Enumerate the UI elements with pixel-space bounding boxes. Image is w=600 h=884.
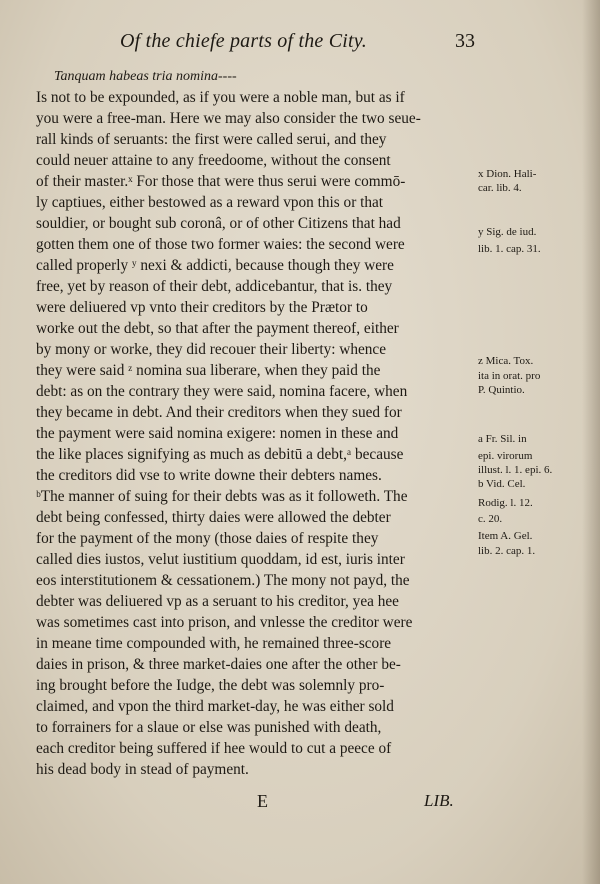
text-line: gotten them one of those two former waies: the second were: [36, 236, 405, 253]
text-line: worke out the debt, so that after the payment thereof, either: [36, 320, 399, 337]
text-line: the creditors did vse to write downe their debters names.: [36, 467, 382, 484]
margin-note: car. lib. 4.: [478, 182, 522, 194]
margin-note: P. Quintio.: [478, 384, 525, 396]
text-line: debt: as on the contrary they were said, nomina facere, when: [36, 383, 408, 400]
text-line: daies in prison, & three market-daies one after the other be-: [36, 656, 401, 673]
text-line: souldier, or bought sub coronâ, or of other Citizens that had: [36, 215, 401, 232]
text-line: you were a free-man. Here we may also consider the two seue-: [36, 110, 421, 127]
page-edge-shadow: [582, 0, 600, 884]
margin-note: a Fr. Sil. in: [478, 433, 527, 445]
text-line: free, yet by reason of their debt, addicebantur, that is. they: [36, 278, 393, 295]
text-line: Is not to be expounded, as if you were a noble man, but as if: [36, 89, 405, 106]
text-line: by mony or worke, they did recouer their liberty: whence: [36, 341, 387, 358]
text-line: debter was deliuered vp as a seruant to his creditor, yea hee: [36, 593, 399, 610]
text-line: was sometimes cast into prison, and vnlesse the creditor were: [36, 614, 413, 631]
text-line: each creditor being suffered if hee would to cut a peece of: [36, 740, 392, 757]
margin-note: z Mica. Tox.: [478, 355, 534, 367]
text-line: ing brought before the Iudge, the debt was solemnly pro-: [36, 677, 385, 694]
text-line: claimed, and vpon the third market-day, he was either sold: [36, 698, 394, 715]
text-line: they were said ᶻ nomina sua liberare, when they paid the: [36, 362, 381, 379]
text-line: eos interstitutionem & cessationem.) The mony not payd, the: [36, 572, 410, 589]
text-line: Tanquam habeas tria nomina----: [54, 69, 237, 84]
margin-note: lib. 1. cap. 31.: [478, 243, 541, 255]
text-line: ᵇThe manner of suing for their debts was as it followeth. The: [36, 488, 408, 505]
text-line: ly captiues, either bestowed as a reward vpon this or that: [36, 194, 384, 211]
text-line: called dies iustos, velut iustitium quoddam, id est, iuris inter: [36, 551, 405, 568]
margin-note: b Vid. Cel.: [478, 478, 526, 490]
text-line: of their master.ˣ For those that were thus serui were commō-: [36, 173, 406, 190]
text-line: debt being confessed, thirty daies were allowed the debter: [36, 509, 391, 526]
text-line: were deliuered vp vnto their creditors by the Prætor to: [36, 299, 368, 316]
body-text: [36, 66, 476, 780]
text-line: to forrainers for a slaue or else was punished with death,: [36, 719, 382, 736]
text-line: rall kinds of seruants: the first were called serui, and they: [36, 131, 387, 148]
margin-note: lib. 2. cap. 1.: [478, 545, 536, 557]
margin-note: y Sig. de iud.: [478, 226, 537, 238]
catchword: LIB.: [424, 791, 454, 810]
text-line: the like places signifying as much as debitū a debt,ᵃ because: [36, 446, 404, 463]
text-line: could neuer attaine to any freedoome, without the consent: [36, 152, 391, 169]
text-line: his dead body in stead of payment.: [36, 761, 249, 778]
text-line: in meane time compounded with, he remained three-score: [36, 635, 392, 652]
signature-mark: E: [257, 791, 268, 811]
margin-note: illust. l. 1. epi. 6.: [478, 464, 553, 476]
running-head: Of the chiefe parts of the City.: [120, 30, 367, 52]
margin-note: c. 20.: [478, 513, 503, 525]
margin-note: x Dion. Hali-: [478, 168, 537, 180]
text-line: the payment were said nomina exigere: nomen in these and: [36, 425, 399, 442]
text-line: called properly ʸ nexi & addicti, because though they were: [36, 257, 394, 274]
margin-note: epi. virorum: [478, 450, 533, 462]
margin-note: ita in orat. pro: [478, 370, 541, 382]
margin-note: Rodig. l. 12.: [478, 497, 533, 509]
text-line: for the payment of the mony (those daies of respite they: [36, 530, 379, 547]
margin-note: Item A. Gel.: [478, 530, 533, 542]
page-number: 33: [455, 30, 475, 52]
text-line: they became in debt. And their creditors when they sued for: [36, 404, 402, 421]
